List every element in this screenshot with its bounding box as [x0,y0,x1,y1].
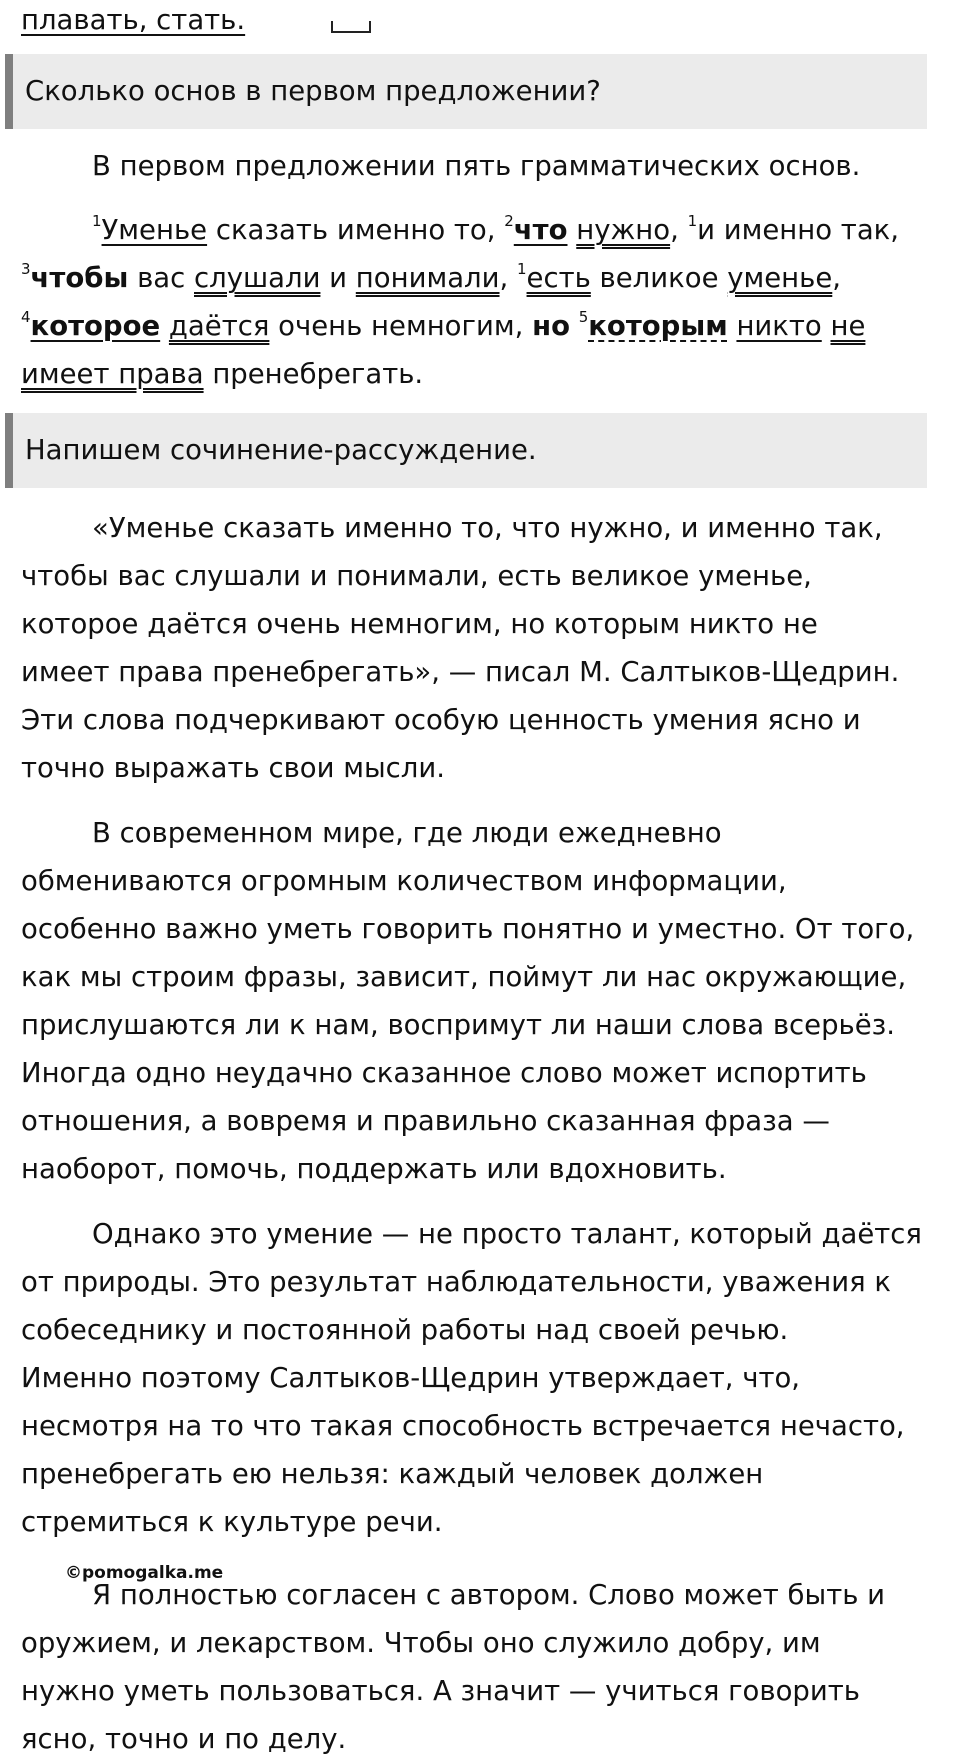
plain-text [568,214,577,246]
watermark: ©pomogalka.me [65,1563,224,1583]
essay-p3-line: несмотря на то что такая способность встречается нечасто, [21,1410,905,1442]
subject-word: Уменье [101,214,208,246]
section-header-text: Сколько основ в первом предложении? [25,75,601,107]
essay-p3-line: собеседнику и постоянной работы над своей речью. [21,1314,789,1346]
essay-p1-line: «Уменье сказать именно то, что нужно, и именно так, [92,512,883,544]
essay-p2-line: прислушаются ли к нам, воспримут ли наши слова всерьёз. [21,1009,896,1041]
basis-index: 5 [578,308,589,326]
plain-text [822,310,831,342]
essay-p4-line: оружием, и лекарством. Чтобы оно служило добру, им [21,1627,821,1659]
analysis-line-1 [92,210,899,254]
subject-word: которое [30,310,161,342]
essay-p3-line: Однако это умение — не просто талант, который даётся [92,1218,922,1250]
essay-p2-line: Иногда одно неудачно сказанное слово может испортить [21,1057,867,1089]
predicate-word: даётся [168,310,270,342]
essay-p4-line: нужно уметь пользоваться. А значит — учиться говорить [21,1675,860,1707]
section-header-text: Напишем сочинение-рассуждение. [25,434,537,466]
essay-p1-line: Эти слова подчеркивают особую ценность умения ясно и [21,704,861,736]
plain-text: , [499,262,517,294]
conjunction-word: чтобы [30,262,129,294]
top-fragment [21,0,245,40]
essay-p1-line: точно выражать свои мысли. [21,752,445,784]
basis-index: 2 [504,212,514,230]
essay-p2-line: особенно важно уметь говорить понятно и уместно. От того, [21,913,915,945]
plain-text: вас [128,262,194,294]
essay-p3-line: Именно поэтому Салтыков-Щедрин утверждает, что, [21,1362,801,1394]
essay-p3-line: пренебрегать ею нельзя: каждый человек должен [21,1458,764,1490]
analysis-line-2 [21,258,841,302]
basis-index: 3 [21,260,31,278]
plain-text: и [320,262,356,294]
section-header-questions [5,54,927,129]
subject-word: что [513,214,568,246]
answer-line: В первом предложении пять грамматических основ. [92,150,861,182]
predicate-word: понимали [355,262,500,294]
predicate-word: имеет права [21,358,204,390]
essay-p2-line: отношения, а вовремя и правильно сказанная фраза — [21,1105,830,1137]
object-word: которым [588,310,728,342]
basis-index: 1 [687,212,698,230]
essay-p2-line: как мы строим фразы, зависит, поймут ли нас окружающие, [21,961,907,993]
predicate-word: не [830,310,866,342]
essay-p2-line: обмениваются огромным количеством информации, [21,865,787,897]
plain-text: и именно так, [697,214,900,246]
essay-p4-line: Я полностью согласен с автором. Слово может быть и [92,1579,886,1611]
plain-text [160,310,169,342]
conjunction-word: но [532,310,570,342]
essay-p1-line: которое даётся очень немногим, но которым никто не [21,608,818,640]
essay-p1-line: имеет права пренебрегать», — писал М. Салтыков-Щедрин. [21,656,900,688]
essay-p2-line: В современном мире, где люди ежедневно [92,817,722,849]
analysis-line-4 [21,354,423,394]
essay-p3-line: от природы. Это результат наблюдательности, уважения к [21,1266,892,1298]
basis-index: 1 [92,212,102,230]
predicate-word: слушали [194,262,321,294]
plain-text [570,310,579,342]
predicate-word: нужно [576,214,671,246]
essay-p3-line: стремиться к культуре речи. [21,1506,443,1538]
top-fragment-text: плавать, стать. [21,4,246,36]
subject-word: никто [736,310,822,342]
analysis-line-3 [21,306,865,350]
essay-p4-line: ясно, точно и по делу. [21,1723,347,1755]
plain-text: очень немногим, [269,310,533,342]
plain-text: , [832,262,842,294]
predicate-word: уменье [727,262,833,294]
predicate-word: есть [526,262,591,294]
essay-p1-line: чтобы вас слушали и понимали, есть великое уменье, [21,560,812,592]
clause-bracket [331,21,371,33]
plain-text: великое [590,262,728,294]
basis-index: 1 [517,260,527,278]
plain-text: пренебрегать. [203,358,424,390]
section-header-essay [5,413,927,488]
basis-index: 4 [21,308,31,326]
plain-text: сказать именно то, [207,214,505,246]
essay-p2-line: наоборот, помочь, поддержать или вдохновить. [21,1153,727,1185]
plain-text: , [670,214,688,246]
